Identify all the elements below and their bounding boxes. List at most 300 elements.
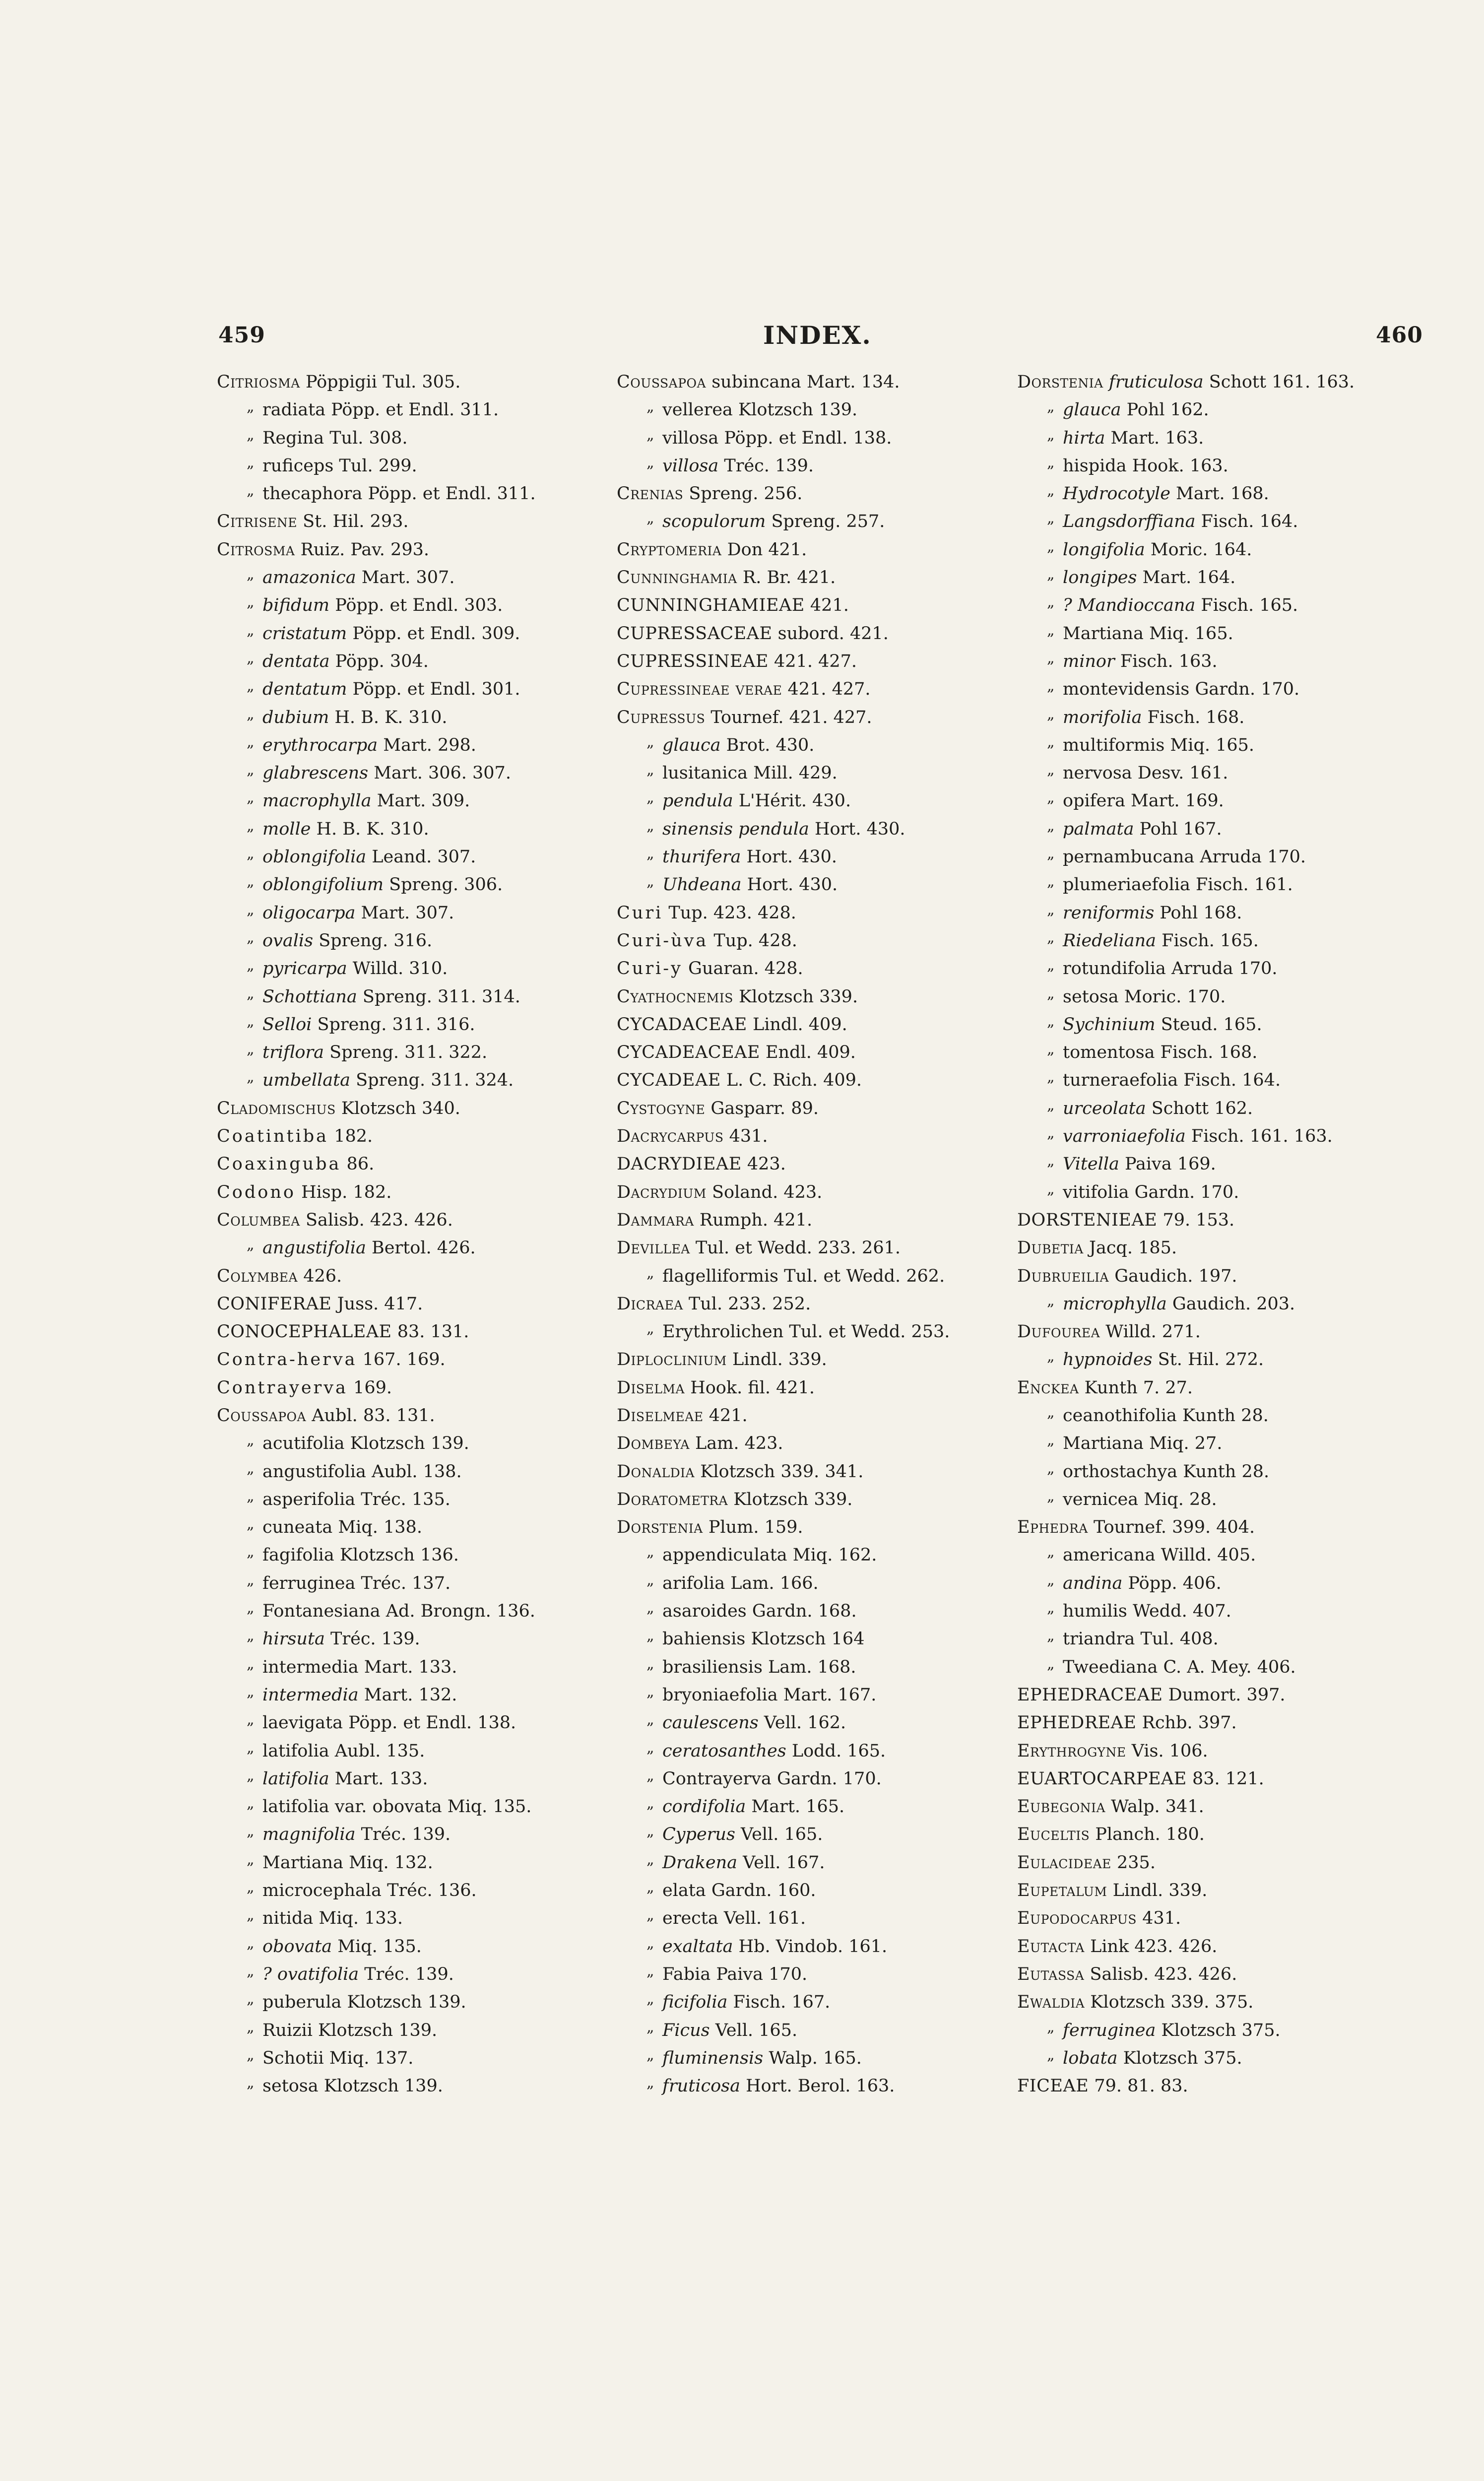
entry-text: bahiensis Klotzsch 164 [662, 1629, 865, 1649]
entry-text: Rumph. 421. [694, 1210, 813, 1230]
entry-text: Tul. et Wedd. 233. 261. [690, 1238, 901, 1258]
entry-text: 421. 427. [782, 679, 871, 700]
index-entry [617, 564, 1004, 591]
entry-text: 86. [341, 1154, 375, 1175]
entry-text: flagelliformis Tul. et Wedd. 262. [662, 1266, 945, 1286]
entry-text: Kunth 7. 27. [1079, 1377, 1193, 1398]
entry-text: Hook. fil. 421. [685, 1377, 815, 1398]
index-entry [617, 1486, 1004, 1513]
index-subentry [217, 1849, 604, 1877]
index-subentry [217, 927, 604, 955]
entry-text: Spreng. 306. [384, 875, 503, 895]
index-subentry [617, 1653, 1004, 1681]
index-entry [617, 1066, 1004, 1094]
entry-text: Moric. 164. [1145, 539, 1252, 560]
entry-text: latifolia var. obovata Miq. 135. [262, 1797, 532, 1817]
index-entry [1017, 1262, 1404, 1290]
index-subentry [617, 1849, 1004, 1877]
index-entry [617, 1290, 1004, 1318]
index-subentry [617, 1933, 1004, 1960]
index-entry [1017, 1206, 1404, 1234]
entry-italic-name: lobata [1063, 2048, 1118, 2068]
entry-italic-name: triflora [262, 1043, 324, 1063]
entry-text: Klotzsch 339. 341. [695, 1461, 864, 1482]
index-entry [217, 1150, 604, 1178]
entry-text: Mart. 133. [329, 1768, 428, 1789]
entry-italic-name: cordifolia [662, 1797, 746, 1817]
index-subentry [617, 815, 1004, 843]
entry-text: Mart. 168. [1170, 484, 1269, 504]
entry-genus: Dacrydium [617, 1182, 707, 1202]
entry-genus: Enckea [1017, 1377, 1079, 1398]
index-subentry [1017, 564, 1404, 591]
entry-text: Mart. 132. [358, 1685, 457, 1705]
entry-text: Pöpp. 406. [1122, 1573, 1222, 1593]
entry-text: asperifolia Tréc. 135. [262, 1489, 451, 1509]
index-subentry [217, 787, 604, 815]
entry-text: Tréc. 139. [324, 1629, 420, 1649]
entry-text: triandra Tul. 408. [1063, 1629, 1219, 1649]
entry-text: vellerea Klotzsch 139. [662, 400, 858, 420]
index-subentry [217, 1039, 604, 1066]
index-subentry [217, 731, 604, 759]
entry-text: Gasparr. 89. [705, 1098, 819, 1118]
entry-text: Pohl 167. [1134, 819, 1222, 839]
entry-genus: Coussapoa [217, 1405, 307, 1426]
index-subentry [617, 759, 1004, 787]
entry-italic-name: oligocarpa [262, 903, 356, 923]
index-subentry [1017, 955, 1404, 982]
entry-text: Pohl 168. [1154, 903, 1242, 923]
entry-text: subord. 421. [772, 623, 889, 644]
entry-text: Lam. 423. [689, 1434, 783, 1454]
entry-genus: Columbea [217, 1210, 300, 1230]
entry-text: Fontanesiana Ad. Brongn. 136. [262, 1601, 535, 1622]
entry-text: setosa Moric. 170. [1063, 986, 1226, 1007]
index-entry [617, 1011, 1004, 1039]
entry-italic-name: hirta [1063, 428, 1105, 448]
entry-text: Walp. 165. [763, 2048, 862, 2068]
entry-italic-name: fluminensis [662, 2048, 764, 2068]
entry-genus: Dorstenia [617, 1517, 703, 1538]
entry-family: EPHEDREAE [1017, 1713, 1137, 1733]
entry-genus: Eutassa [1017, 1964, 1085, 1984]
entry-italic-name: glauca [662, 735, 721, 755]
index-subentry [617, 2044, 1004, 2072]
index-subentry [617, 1904, 1004, 1932]
entry-italic-name: Schottiana [262, 986, 357, 1007]
index-entry [1017, 1849, 1404, 1877]
entry-text: Fisch. 163. [1114, 651, 1218, 671]
entry-text: asaroides Gardn. 168. [662, 1601, 857, 1622]
entry-text: Mart. 309. [371, 791, 470, 811]
entry-text: Ruizii Klotzsch 139. [262, 2020, 438, 2040]
index-entry [617, 620, 1004, 648]
entry-text: Hisp. 182. [295, 1182, 392, 1202]
entry-text: Salisb. 423. 426. [300, 1210, 453, 1230]
index-subentry [217, 1066, 604, 1094]
entry-text: Mart. 298. [378, 735, 476, 755]
entry-text: Link 423. 426. [1084, 1936, 1218, 1957]
index-entry [217, 1402, 604, 1430]
index-subentry [217, 899, 604, 927]
entry-text: Fabia Paiva 170. [662, 1964, 808, 1984]
entry-italic-name: microphylla [1063, 1294, 1167, 1314]
entry-family: CYCADACEAE [617, 1014, 747, 1035]
entry-text: ferruginea Tréc. 137. [262, 1573, 451, 1593]
entry-text: Miq. 135. [332, 1936, 422, 1957]
entry-text: Vell. 165. [710, 2020, 798, 2040]
entry-text: Martiana Miq. 132. [262, 1852, 433, 1873]
index-entry [617, 1095, 1004, 1122]
entry-italic-name: Cyperus [662, 1825, 735, 1845]
entry-text: Vell. 167. [737, 1852, 825, 1873]
entry-text: Klotzsch 375. [1156, 2020, 1281, 2040]
index-subentry [217, 955, 604, 982]
entry-text: vernicea Miq. 28. [1063, 1489, 1217, 1509]
entry-text: turneraefolia Fisch. 164. [1063, 1070, 1281, 1091]
entry-text: Schott 161. 163. [1203, 372, 1355, 392]
entry-italic-name: intermedia [262, 1685, 359, 1705]
index-subentry [217, 1793, 604, 1821]
entry-italic-name: Hydrocotyle [1063, 484, 1170, 504]
entry-text: Soland. 423. [706, 1182, 823, 1202]
index-subentry [1017, 983, 1404, 1011]
entry-italic-name: hirsuta [262, 1629, 325, 1649]
entry-text: 431. [723, 1126, 768, 1147]
entry-text: Lindl. 409. [747, 1014, 847, 1035]
entry-genus: Crenias [617, 484, 684, 504]
entry-italic-name: ? ovatifolia [262, 1964, 359, 1984]
entry-text: Erythrolichen Tul. et Wedd. 253. [662, 1322, 950, 1342]
entry-text: erecta Vell. 161. [662, 1908, 806, 1929]
index-subentry [1017, 1486, 1404, 1513]
index-entry [1017, 1737, 1404, 1765]
index-subentry [217, 564, 604, 591]
entry-text: Tréc. 139. [355, 1825, 451, 1845]
entry-family: DACRYDIEAE [617, 1154, 742, 1175]
index-subentry [617, 1709, 1004, 1737]
index-subentry [1017, 480, 1404, 508]
index-entry [617, 1150, 1004, 1178]
entry-vernacular: Curi-ùva [617, 930, 709, 951]
entry-italic-name: morifolia [1063, 707, 1142, 727]
entry-italic-name: caulescens [662, 1713, 759, 1733]
index-subentry [1017, 424, 1404, 452]
index-subentry [1017, 899, 1404, 927]
entry-genus: Cystogyne [617, 1098, 706, 1118]
entry-genus: Dubetia [1017, 1238, 1084, 1258]
index-entry [617, 899, 1004, 927]
index-subentry [617, 1318, 1004, 1346]
entry-text: arifolia Lam. 166. [662, 1573, 819, 1593]
entry-italic-name: varroniaefolia [1063, 1126, 1186, 1147]
entry-text: L'Hérit. 430. [733, 791, 851, 811]
index-subentry [217, 704, 604, 731]
index-subentry [1017, 1011, 1404, 1039]
entry-text: Plum. 159. [703, 1517, 803, 1538]
entry-text: Pöpp. et Endl. 303. [329, 595, 503, 616]
index-subentry [1017, 1653, 1404, 1681]
index-entry [617, 1458, 1004, 1486]
index-subentry [1017, 1039, 1404, 1066]
entry-text: appendiculata Miq. 162. [662, 1545, 877, 1566]
index-subentry [217, 2017, 604, 2044]
index-subentry [217, 1011, 604, 1039]
entry-text: puberula Klotzsch 139. [262, 1992, 466, 2013]
index-subentry [617, 1960, 1004, 1988]
index-subentry [217, 424, 604, 452]
entry-text: Aubl. 83. 131. [306, 1405, 435, 1426]
entry-text: 426. [298, 1266, 342, 1286]
index-entry [617, 983, 1004, 1011]
entry-text: Klotzsch 339. [728, 1489, 853, 1509]
index-column-middle [617, 368, 1004, 2100]
index-subentry [217, 815, 604, 843]
entry-text: Martiana Miq. 27. [1063, 1434, 1223, 1454]
index-entry [617, 536, 1004, 564]
entry-text: 169. [347, 1377, 392, 1398]
entry-italic-name: oblongifolium [262, 875, 384, 895]
entry-italic-name: glauca [1063, 400, 1121, 420]
entry-text: orthostachya Kunth 28. [1063, 1461, 1270, 1482]
entry-text: nitida Miq. 133. [262, 1908, 403, 1929]
entry-italic-name: glabrescens [262, 763, 369, 783]
index-subentry [617, 1877, 1004, 1904]
entry-text: 235. [1111, 1852, 1156, 1873]
entry-text: Pöpp. et Endl. 309. [347, 623, 520, 644]
entry-genus: Dubrueilia [1017, 1266, 1109, 1286]
entry-text: Spreng. 311. 324. [350, 1070, 514, 1091]
entry-text: lusitanica Mill. 429. [662, 763, 838, 783]
entry-text: St. Hil. 293. [297, 512, 409, 532]
index-subentry [1017, 731, 1404, 759]
left-page-number: 459 [218, 323, 265, 348]
index-subentry [1017, 1458, 1404, 1486]
entry-italic-name: Selloi [262, 1014, 312, 1035]
index-subentry [217, 452, 604, 480]
index-entry [1017, 1234, 1404, 1262]
entry-italic-name: thurifera [662, 847, 741, 867]
entry-text: Guaran. 428. [682, 959, 803, 979]
index-subentry [617, 1821, 1004, 1848]
entry-text: 423. [741, 1154, 786, 1175]
entry-text: St. Hil. 272. [1152, 1350, 1264, 1370]
index-entry [1017, 1513, 1404, 1541]
entry-italic-name: scopulorum [662, 512, 766, 532]
index-subentry [1017, 871, 1404, 899]
entry-text: Vell. 162. [758, 1713, 846, 1733]
entry-text: Tréc. 139. [359, 1964, 454, 1984]
entry-text: Martiana Miq. 165. [1063, 623, 1233, 644]
index-subentry [617, 787, 1004, 815]
entry-text: Planch. 180. [1090, 1825, 1205, 1845]
entry-genus: Erythrogyne [1017, 1741, 1126, 1761]
entry-text: nervosa Desv. 161. [1063, 763, 1228, 783]
index-subentry [1017, 704, 1404, 731]
entry-text: Rchb. 397. [1136, 1713, 1237, 1733]
index-entry [617, 1234, 1004, 1262]
entry-text: Walp. 341. [1105, 1797, 1204, 1817]
index-subentry [217, 1513, 604, 1541]
entry-text: Hort. 430. [741, 847, 838, 867]
entry-italic-name: minor [1063, 651, 1115, 671]
entry-text: 421. 427. [768, 651, 857, 671]
entry-genus: Dombeya [617, 1434, 690, 1454]
index-subentry [617, 2017, 1004, 2044]
entry-text: vitifolia Gardn. 170. [1063, 1182, 1239, 1202]
entry-italic-name: molle [262, 819, 311, 839]
entry-text: Leand. 307. [366, 847, 476, 867]
index-subentry [217, 1709, 604, 1737]
entry-genus: Cryptomeria [617, 539, 722, 560]
index-entry [617, 591, 1004, 619]
entry-genus: Dicraea [617, 1294, 683, 1314]
entry-text: Tréc. 139. [718, 456, 814, 476]
index-entry [217, 1206, 604, 1234]
index-subentry [617, 508, 1004, 535]
entry-text: H. B. K. 310. [329, 707, 448, 727]
index-subentry [217, 675, 604, 703]
index-subentry [217, 983, 604, 1011]
entry-italic-name: ferruginea [1063, 2020, 1156, 2040]
entry-italic-name: dentata [262, 651, 330, 671]
entry-text: multiformis Miq. 165. [1063, 735, 1255, 755]
entry-text: Gaudich. 197. [1109, 1266, 1237, 1286]
entry-text: Mart. 307. [355, 903, 454, 923]
entry-text: Tup. 428. [708, 930, 797, 951]
index-subentry [1017, 1569, 1404, 1597]
entry-text: Spreng. 316. [313, 930, 433, 951]
entry-family: DORSTENIEAE [1017, 1210, 1158, 1230]
index-entry [1017, 368, 1404, 396]
index-subentry [1017, 675, 1404, 703]
entry-vernacular: Coatintiba [217, 1126, 329, 1147]
entry-italic-name: reniformis [1063, 903, 1155, 923]
entry-genus: Colymbea [217, 1266, 298, 1286]
index-subentry [1017, 536, 1404, 564]
entry-italic-name: fruticosa [662, 2076, 740, 2096]
index-subentry [617, 1625, 1004, 1653]
index-subentry [217, 759, 604, 787]
entry-text: elata Gardn. 160. [662, 1881, 816, 1901]
index-entry [1017, 1318, 1404, 1346]
index-subentry [217, 843, 604, 871]
entry-italic-name: amazonica [262, 568, 356, 588]
entry-italic-name: oblongifolia [262, 847, 367, 867]
entry-text: cuneata Miq. 138. [262, 1517, 422, 1538]
entry-family: CUPRESSACEAE [617, 623, 773, 644]
entry-italic-name: latifolia [262, 1768, 329, 1789]
entry-family: CONOCEPHALEAE [217, 1322, 392, 1342]
index-subentry [617, 1597, 1004, 1625]
index-entry [617, 368, 1004, 396]
index-subentry [217, 1597, 604, 1625]
entry-family: EUARTOCARPEAE [1017, 1768, 1187, 1789]
entry-italic-name: ficifolia [662, 1992, 728, 2013]
entry-family: CYCADEAE [617, 1070, 721, 1091]
entry-text: Juss. 417. [331, 1294, 423, 1314]
entry-italic-name: Sychinium [1063, 1014, 1156, 1035]
entry-text: pernambucana Arruda 170. [1063, 847, 1306, 867]
entry-text: Endl. 409. [760, 1043, 856, 1063]
entry-text: Mart. 307. [356, 568, 455, 588]
index-subentry [217, 1458, 604, 1486]
entry-genus: Coussapoa [617, 372, 707, 392]
index-entry [617, 1178, 1004, 1206]
entry-text: Pöpp. 304. [329, 651, 429, 671]
entry-text: Fisch. 161. 163. [1185, 1126, 1333, 1147]
entry-text: Lindl. 339. [1107, 1881, 1208, 1901]
index-subentry [1017, 2017, 1404, 2044]
index-subentry [1017, 508, 1404, 535]
entry-text: Ruiz. Pav. 293. [295, 539, 429, 560]
index-entry [1017, 1765, 1404, 1793]
index-entry [617, 1206, 1004, 1234]
index-subentry [217, 1737, 604, 1765]
index-entry [1017, 2072, 1404, 2100]
entry-italic-name: pendula [662, 791, 733, 811]
entry-genus: Citrosma [217, 539, 295, 560]
entry-text: Spreng. 311. 316. [312, 1014, 475, 1035]
entry-genus: Cupressineae verae [617, 679, 782, 700]
index-subentry [1017, 927, 1404, 955]
entry-italic-name: pyricarpa [262, 959, 347, 979]
entry-italic-name: dentatum [262, 679, 347, 700]
index-entry [1017, 1709, 1404, 1737]
index-subentry [1017, 1290, 1404, 1318]
entry-text: 182. [328, 1126, 373, 1147]
index-entry [617, 1039, 1004, 1066]
entry-genus: Diselmeae [617, 1405, 704, 1426]
index-entry [1017, 1877, 1404, 1904]
entry-genus: Cyathocnemis [617, 986, 733, 1007]
entry-genus: Eupodocarpus [1017, 1908, 1137, 1929]
entry-text: Spreng. 256. [683, 484, 803, 504]
index-subentry [1017, 843, 1404, 871]
entry-family: CONIFERAE [217, 1294, 332, 1314]
index-entry [617, 1430, 1004, 1457]
entry-text: villosa Pöpp. et Endl. 138. [662, 428, 892, 448]
entry-text: Spreng. 311. 322. [324, 1043, 488, 1063]
index-subentry [617, 2072, 1004, 2100]
entry-italic-name: umbellata [262, 1070, 351, 1091]
index-entry [217, 1290, 604, 1318]
entry-text: humilis Wedd. 407. [1063, 1601, 1231, 1622]
index-subentry [617, 871, 1004, 899]
entry-vernacular: Coaxinguba [217, 1154, 341, 1175]
entry-italic-name: Uhdeana [662, 875, 742, 895]
entry-genus: Eupetalum [1017, 1881, 1107, 1901]
index-entry [1017, 1821, 1404, 1848]
index-entry [217, 508, 604, 535]
entry-text: 421. [804, 595, 849, 616]
entry-text: angustifolia Aubl. 138. [262, 1461, 462, 1482]
entry-vernacular: Curi-y [617, 959, 683, 979]
index-entry [1017, 1681, 1404, 1709]
entry-italic-name: Langsdorffiana [1063, 512, 1196, 532]
entry-text: Tournef. 421. 427. [705, 707, 872, 727]
entry-text: Pöppigii Tul. 305. [300, 372, 461, 392]
index-entry [217, 1178, 604, 1206]
entry-text: Fisch. 168. [1142, 707, 1245, 727]
entry-text: Hort. Berol. 163. [740, 2076, 895, 2096]
entry-text: Lindl. 339. [726, 1350, 827, 1370]
index-entry [217, 1122, 604, 1150]
entry-genus: Euceltis [1017, 1825, 1090, 1845]
index-entry [1017, 1988, 1404, 2016]
entry-text: ruficeps Tul. 299. [262, 456, 417, 476]
